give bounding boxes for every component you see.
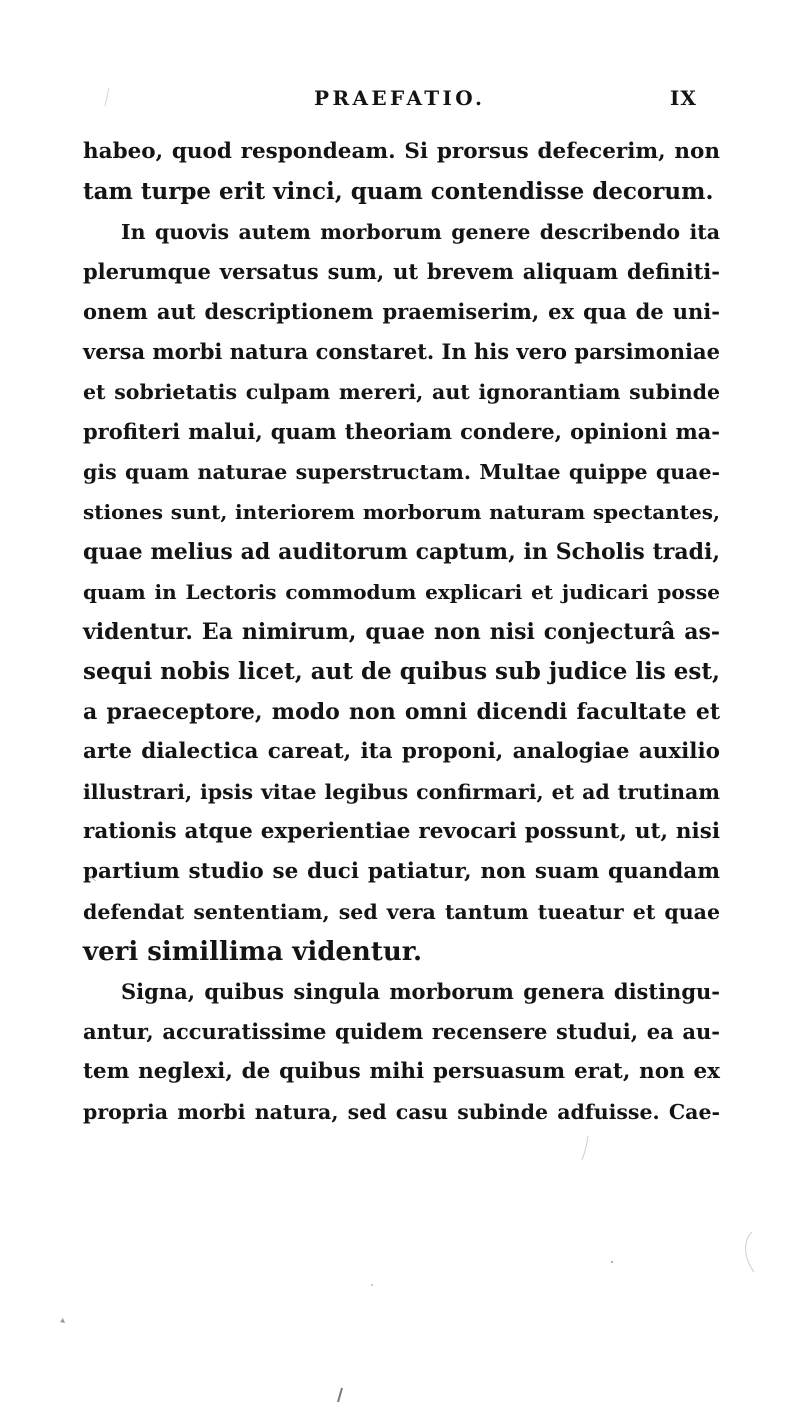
text-line: versa morbi natura constaret. In his vero parsimoniae xyxy=(83,339,720,364)
text-line: onem aut descriptionem praemiserim, ex qua de uni- xyxy=(83,299,720,324)
running-title: PRAEFATIO. xyxy=(314,86,486,110)
scan-speck xyxy=(60,1318,65,1323)
text-line: quam in Lectoris commodum explicari et judicari posse xyxy=(83,580,720,604)
text-line: rationis atque experientiae revocari possunt, ut, nisi xyxy=(83,819,720,844)
scan-speck xyxy=(582,1136,588,1160)
text-line: propria morbi natura, sed casu subinde adfuisse. Cae- xyxy=(83,1100,720,1124)
text-line: Signa, quibus singula morborum genera distingu- xyxy=(121,979,720,1004)
running-head xyxy=(0,86,800,112)
text-line: habeo, quod respondeam. Si prorsus defecerim, non xyxy=(83,139,720,164)
text-line: defendat sententiam, sed vera tantum tueatur et quae xyxy=(83,900,720,924)
text-line: plerumque versatus sum, ut brevem aliquam definiti- xyxy=(83,259,720,284)
text-line: gis quam naturae superstructam. Multae quippe quae- xyxy=(83,460,720,484)
text-line: sequi nobis licet, aut de quibus sub judice lis est, xyxy=(83,658,720,685)
scan-speck xyxy=(338,1388,342,1402)
text-line: antur, accuratissime quidem recensere studui, ea au- xyxy=(83,1019,720,1044)
text-line: veri simillima videntur. xyxy=(83,937,423,967)
text-line: tem neglexi, de quibus mihi persuasum erat, non ex xyxy=(83,1059,720,1084)
text-line: stiones sunt, interiorem morborum naturam spectantes, xyxy=(83,500,720,524)
text-line: partium studio se duci patiatur, non suam quandam xyxy=(83,859,720,884)
scan-speck xyxy=(746,1232,754,1272)
text-line: tam turpe erit vinci, quam contendisse decorum. xyxy=(83,178,714,205)
text-line: quae melius ad auditorum captum, in Scholis tradi, xyxy=(83,539,720,565)
text-line: et sobrietatis culpam mereri, aut ignorantiam subinde xyxy=(83,380,720,404)
page-number: IX xyxy=(670,86,697,110)
text-line: profiteri malui, quam theoriam condere, opinioni ma- xyxy=(83,419,720,444)
text-line: a praeceptore, modo non omni dicendi facultate et xyxy=(83,699,720,725)
scan-speck xyxy=(371,1284,373,1286)
text-line: illustrari, ipsis vitae legibus confirmari, et ad trutinam xyxy=(83,780,720,804)
text-line: In quovis autem morborum genere describendo ita xyxy=(121,220,720,244)
text-line: videntur. Ea nimirum, quae non nisi conjecturâ as- xyxy=(83,619,720,645)
scan-speck xyxy=(611,1261,613,1263)
text-line: arte dialectica careat, ita proponi, analogiae auxilio xyxy=(83,739,720,764)
